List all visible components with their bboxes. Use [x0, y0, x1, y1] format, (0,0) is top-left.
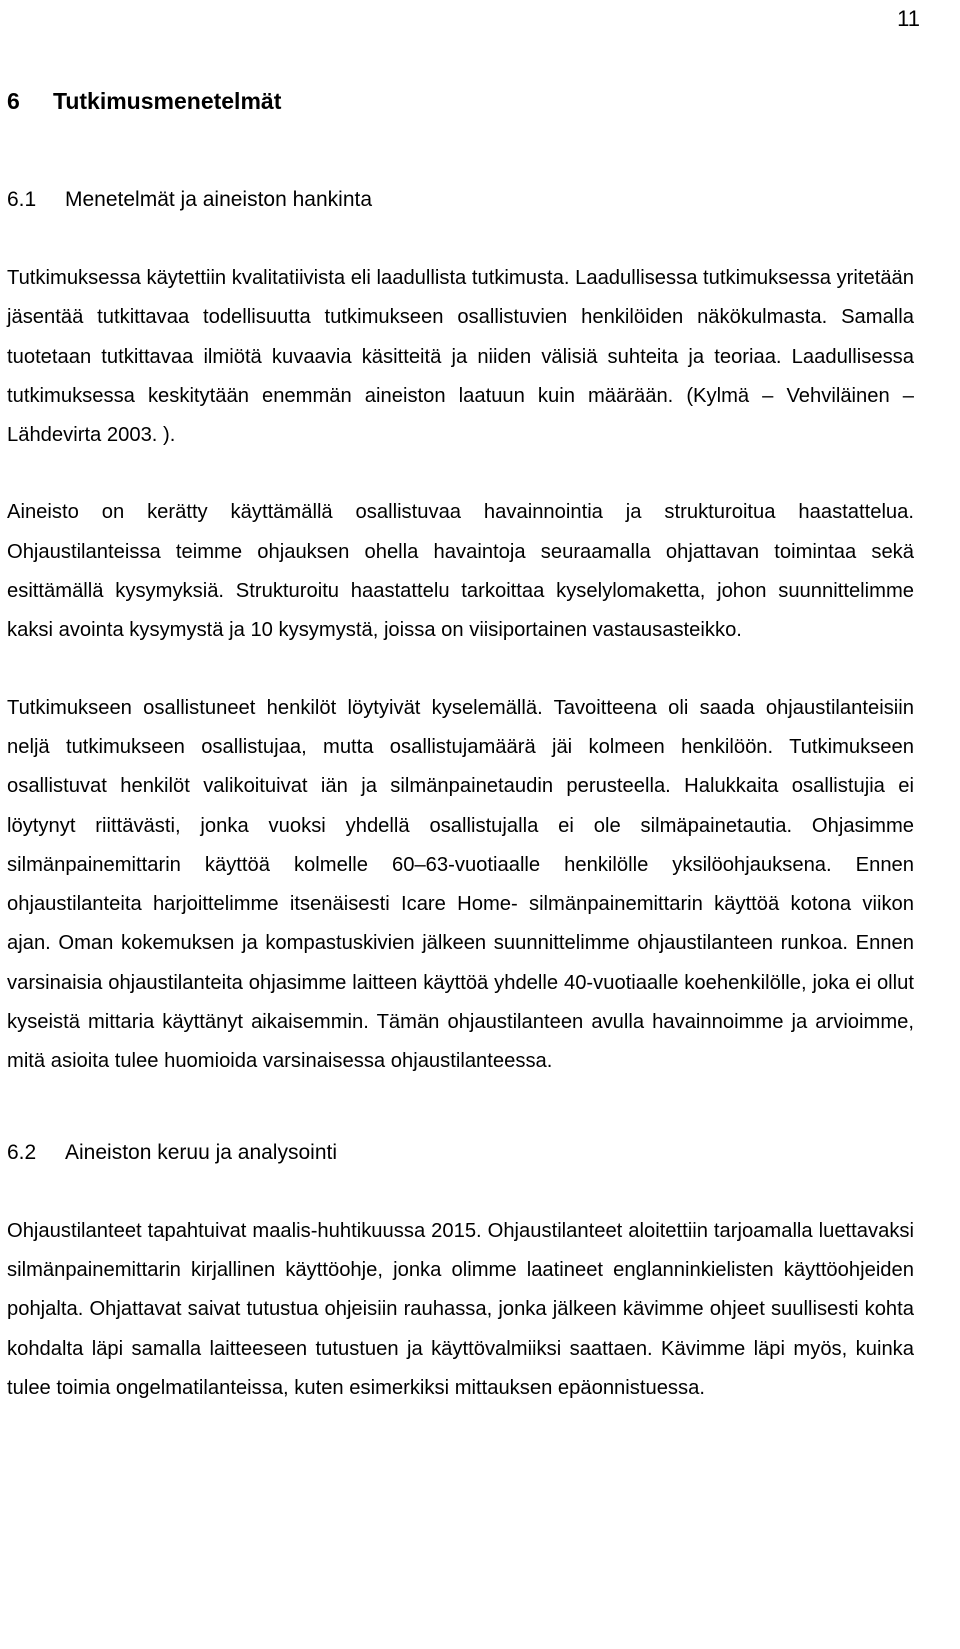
subsection-number: 6.1: [7, 188, 37, 211]
paragraph-spacer: [7, 651, 914, 689]
subsection-title: Aineiston keruu ja analysointi: [65, 1140, 337, 1164]
paragraph-spacer: [7, 1082, 914, 1138]
paragraph-4: Ohjaustilanteet tapahtuivat maalis-huhtikuussa 2015. Ohjaustilanteet aloitettiin tarjoamalla luettavaksi silmänpainemittarin kirjallinen käyttöohje, jonka olimme laatineet englanninkielisten käyttöohjeiden pohjalta. Ohjattavat saivat tutustua ohjeisiin rauhassa, jonka jälkeen kävimme ohjeet suullisesti kohta kohdalta läpi samalla laitteeseen tutustuen ja käyttövalmiiksi saattaen. Kävimme läpi myös, kuinka tulee toimia ongelmatilanteissa, kuten esimerkiksi mittauksen epäonnistuessa.: [7, 1219, 914, 1399]
section-title: Tutkimusmenetelmät: [53, 88, 282, 114]
paragraph-spacer: [7, 455, 914, 493]
page-number: 11: [897, 6, 920, 31]
section-heading: [7, 86, 914, 116]
subsection-number: 6.2: [7, 1140, 37, 1164]
paragraph-2: Aineisto on kerätty käyttämällä osallistuvaa havainnointia ja strukturoitua haastattelua. Ohjaustilanteissa teimme ohjauksen ohella havaintoja seuraamalla ohjattavan toimintaa sekä esittämällä kysymyksiä. Strukturoitu haastattelu tarkoittaa kyselylomaketta, johon suunnittelimme kaksi avointa kysymystä ja 10 kysymystä, joissa on viisiportainen vastausasteikko.: [7, 501, 914, 642]
document-body: [7, 86, 914, 1408]
subsection-heading-6-1: [7, 185, 914, 215]
paragraph-1: Tutkimuksessa käytettiin kvalitatiivista eli laadullista tutkimusta. Laadullisessa tutkimuksessa yritetään jäsentää tutkittavaa todellisuutta tutkimukseen osallistuvien henkilöiden näkökulmasta. Samalla tuotetaan tutkittavaa ilmiötä kuvaavia käsitteitä ja niiden välisiä suhteita ja teoriaa. Laadullisessa tutkimuksessa keskitytään enemmän aineiston laatuun kuin määrään. (Kylmä – Vehviläinen – Lähdevirta 2003. ).: [7, 267, 914, 447]
section-number: 6: [7, 88, 20, 114]
subsection-title: Menetelmät ja aineiston hankinta: [65, 188, 373, 211]
subsection-heading-6-2: [7, 1138, 914, 1168]
paragraph-3: Tutkimukseen osallistuneet henkilöt löytyivät kyselemällä. Tavoitteena oli saada ohjaustilanteisiin neljä tutkimukseen osallistujaa, mutta osallistujamäärä jäi kolmeen henkilöön. Tutkimukseen osallistuvat henkilöt valikoituivat iän ja silmänpainetaudin perusteella. Halukkaita osallistujia ei löytynyt riittävästi, jonka vuoksi yhdellä osallistujalla ei ole silmäpainetautia. Ohjasimme silmänpainemittarin käyttöä kolmelle 60–63-vuotiaalle henkilölle yksilöohjauksena. Ennen ohjaustilanteita harjoittelimme itsenäisesti Icare Home- silmänpainemittarin käyttöä kotona viikon ajan. Oman kokemuksen ja kompastuskivien jälkeen suunnittelimme ohjaustilanteen runkoa. Ennen varsinaisia ohjaustilanteita ohjasimme laitteen käyttöä yhdelle 40-vuotiaalle koehenkilölle, joka ei ollut kyseistä mittaria käyttänyt aikaisemmin. Tämän ohjaustilanteen avulla havainnoimme ja arvioimme, mitä asioita tulee huomioida varsinaisessa ohjaustilanteessa.: [7, 696, 914, 1073]
